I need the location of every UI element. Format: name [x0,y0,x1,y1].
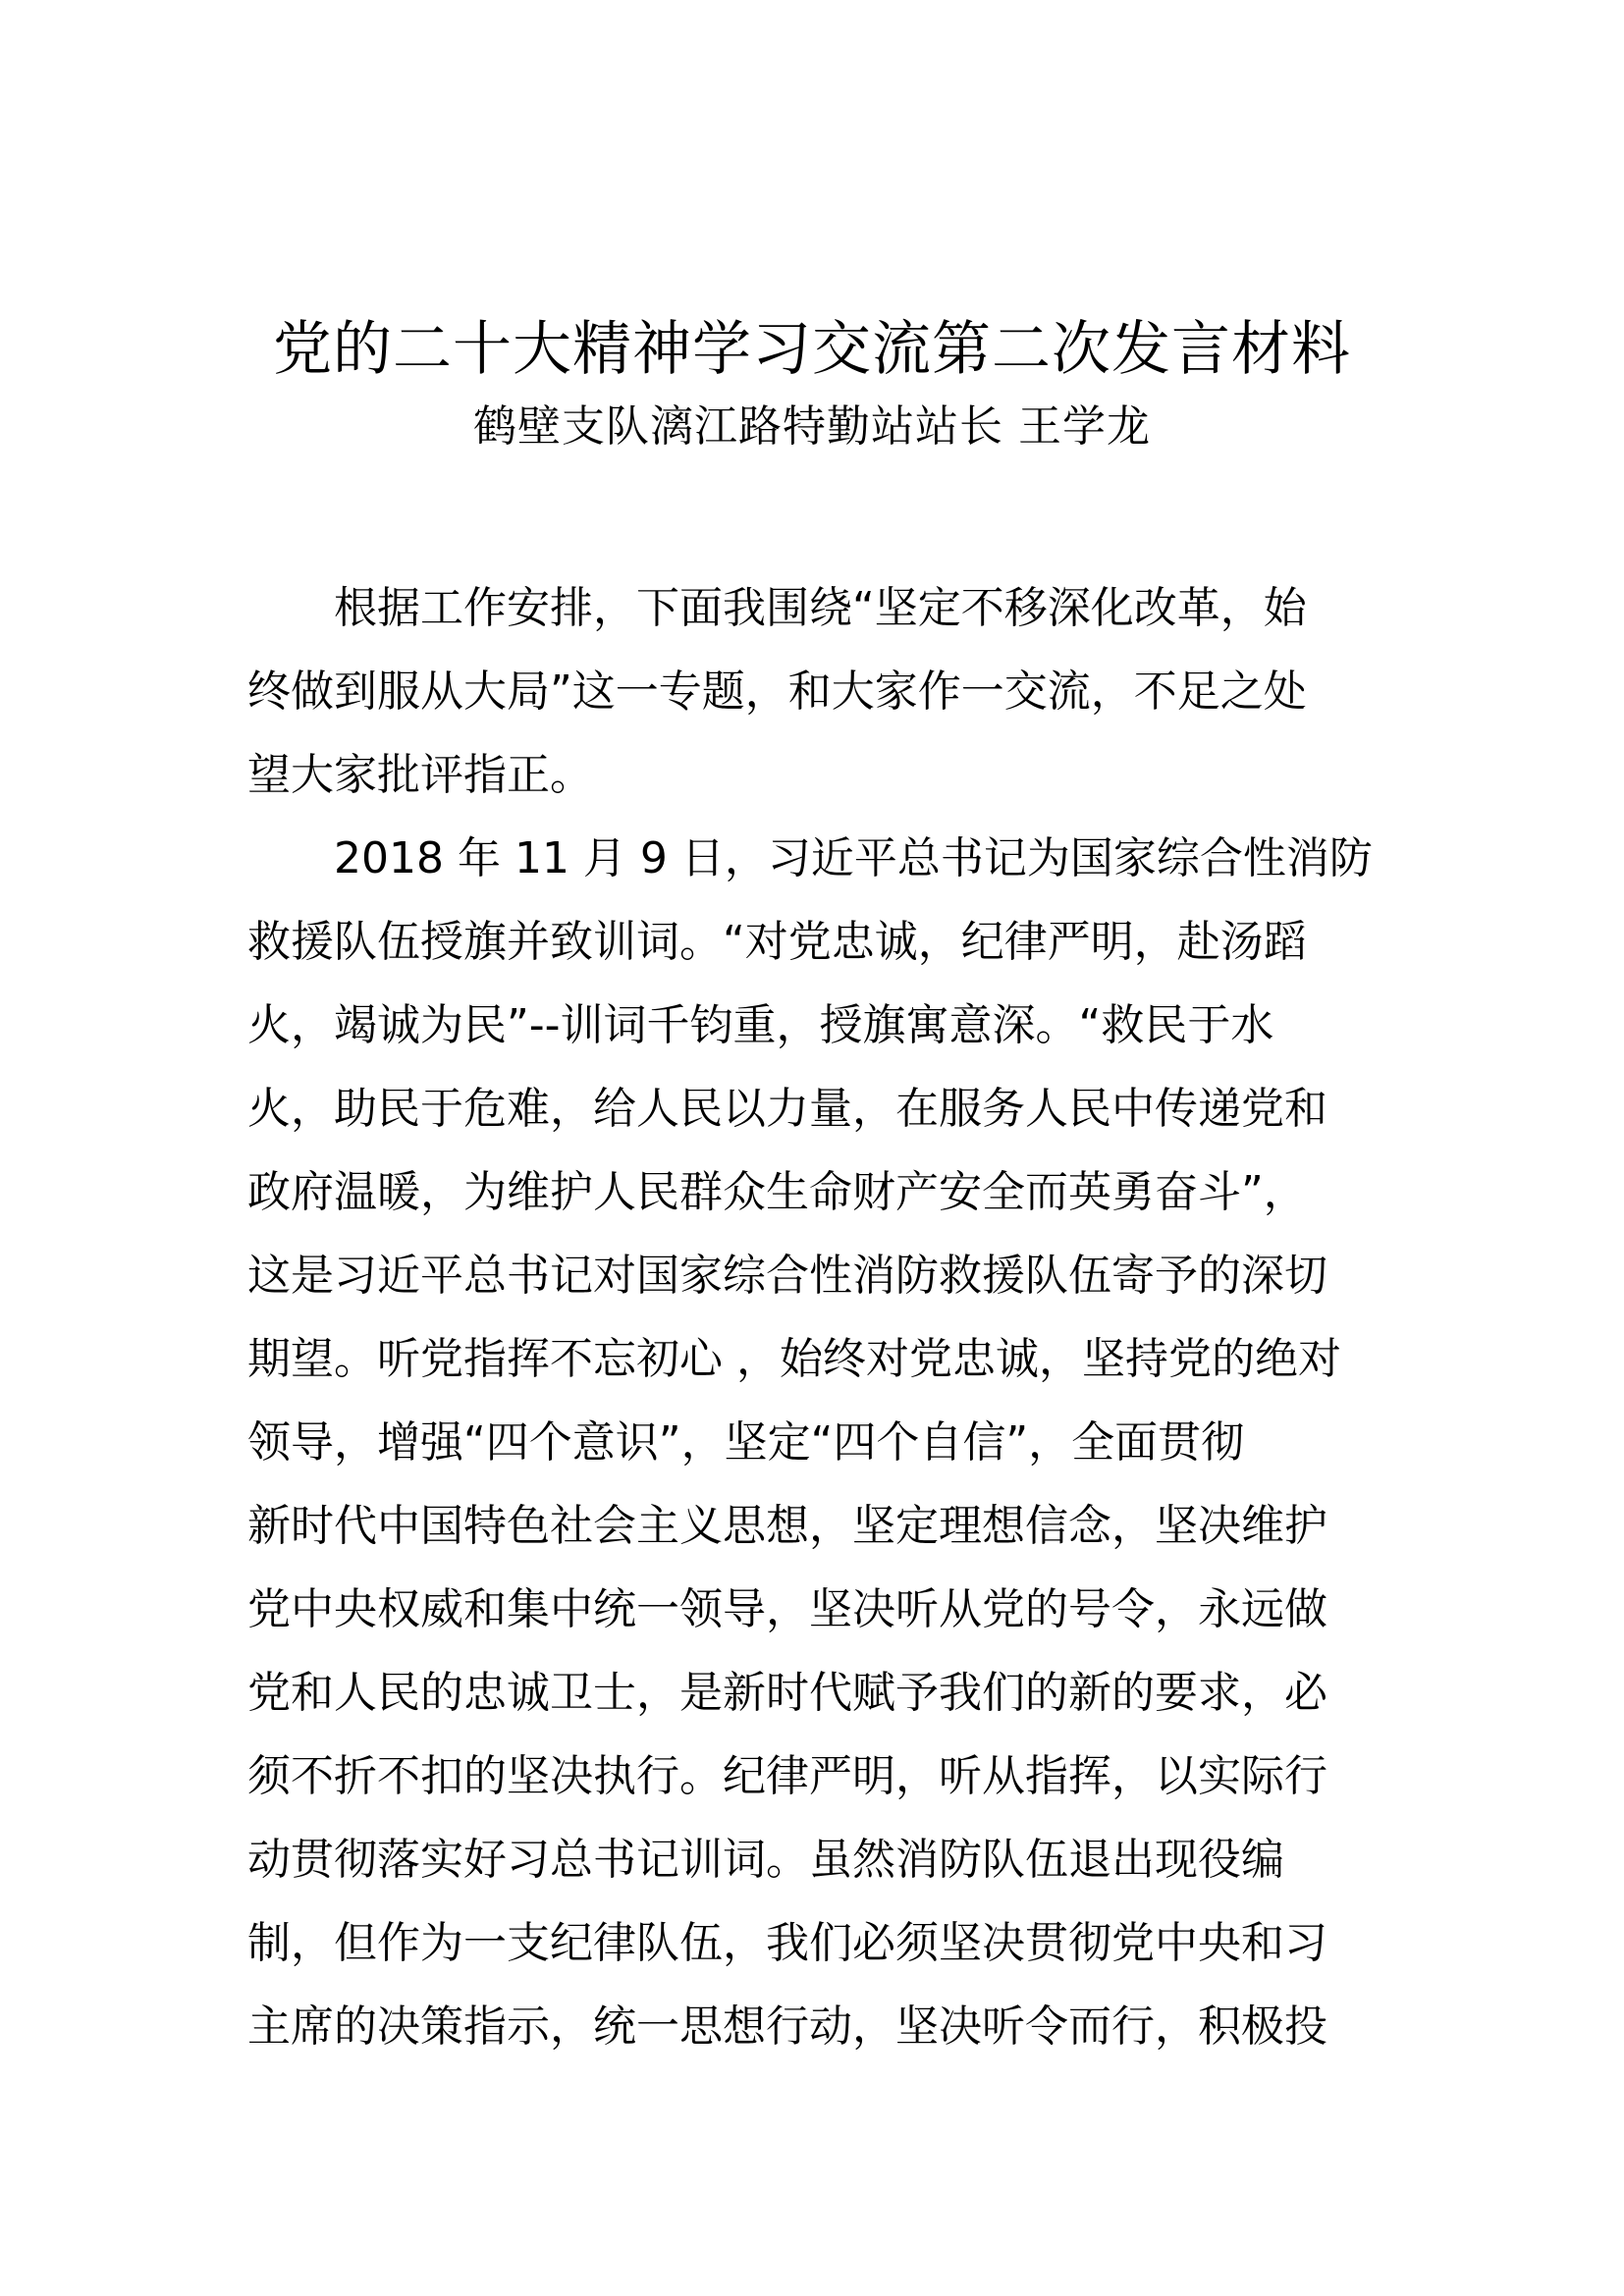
body-line: 根据工作安排，下面我围绕“坚定不移深化改革，始 [247,583,1307,633]
document-body [247,566,1386,2068]
body-line: 火，竭诚为民”--训词千钧重，授旗寓意深。“救民于水 [247,1000,1274,1050]
body-line: 2018 年 11 月 9 日，习近平总书记为国家综合性消防 [247,833,1373,883]
body-line: 政府温暖，为维护人民群众生命财产安全而英勇奋斗”， [247,1167,1307,1217]
body-line: 望大家批评指正。 [247,750,593,800]
body-line: 新时代中国特色社会主义思想，坚定理想信念，坚决维护 [247,1501,1327,1551]
document-author: 鹤壁支队漓江路特勤站站长 王学龙 [473,401,1151,452]
body-line: 党和人民的忠诚卫士，是新时代赋予我们的新的要求，必 [247,1668,1327,1718]
body-line: 制，但作为一支纪律队伍，我们必须坚决贯彻党中央和习 [247,1918,1327,1968]
document-title: 党的二十大精神学习交流第二次发言材料 [273,315,1351,384]
body-line: 主席的决策指示，统一思想行动，坚决听令而行，积极投 [247,2002,1327,2052]
body-line: 党中央权威和集中统一领导，坚决听从党的号令，永远做 [247,1584,1327,1634]
body-line: 须不折不扣的坚决执行。纪律严明，听从指挥，以实际行 [247,1751,1327,1801]
body-line: 救援队伍授旗并致训词。“对党忠诚，纪律严明，赴汤蹈 [247,917,1307,967]
body-line: 动贯彻落实好习总书记训词。虽然消防队伍退出现役编 [247,1835,1284,1885]
body-line: 这是习近平总书记对国家综合性消防救援队伍寄予的深切 [247,1251,1327,1301]
body-line: 期望。听党指挥不忘初心 ，始终对党忠诚，坚持党的绝对 [247,1334,1341,1384]
body-line: 火，助民于危难，给人民以力量，在服务人民中传递党和 [247,1084,1327,1134]
body-line: 领导，增强“四个意识”，坚定“四个自信”，全面贯彻 [247,1417,1245,1468]
body-line: 终做到服从大局”这一专题，和大家作一交流，不足之处 [247,667,1307,717]
